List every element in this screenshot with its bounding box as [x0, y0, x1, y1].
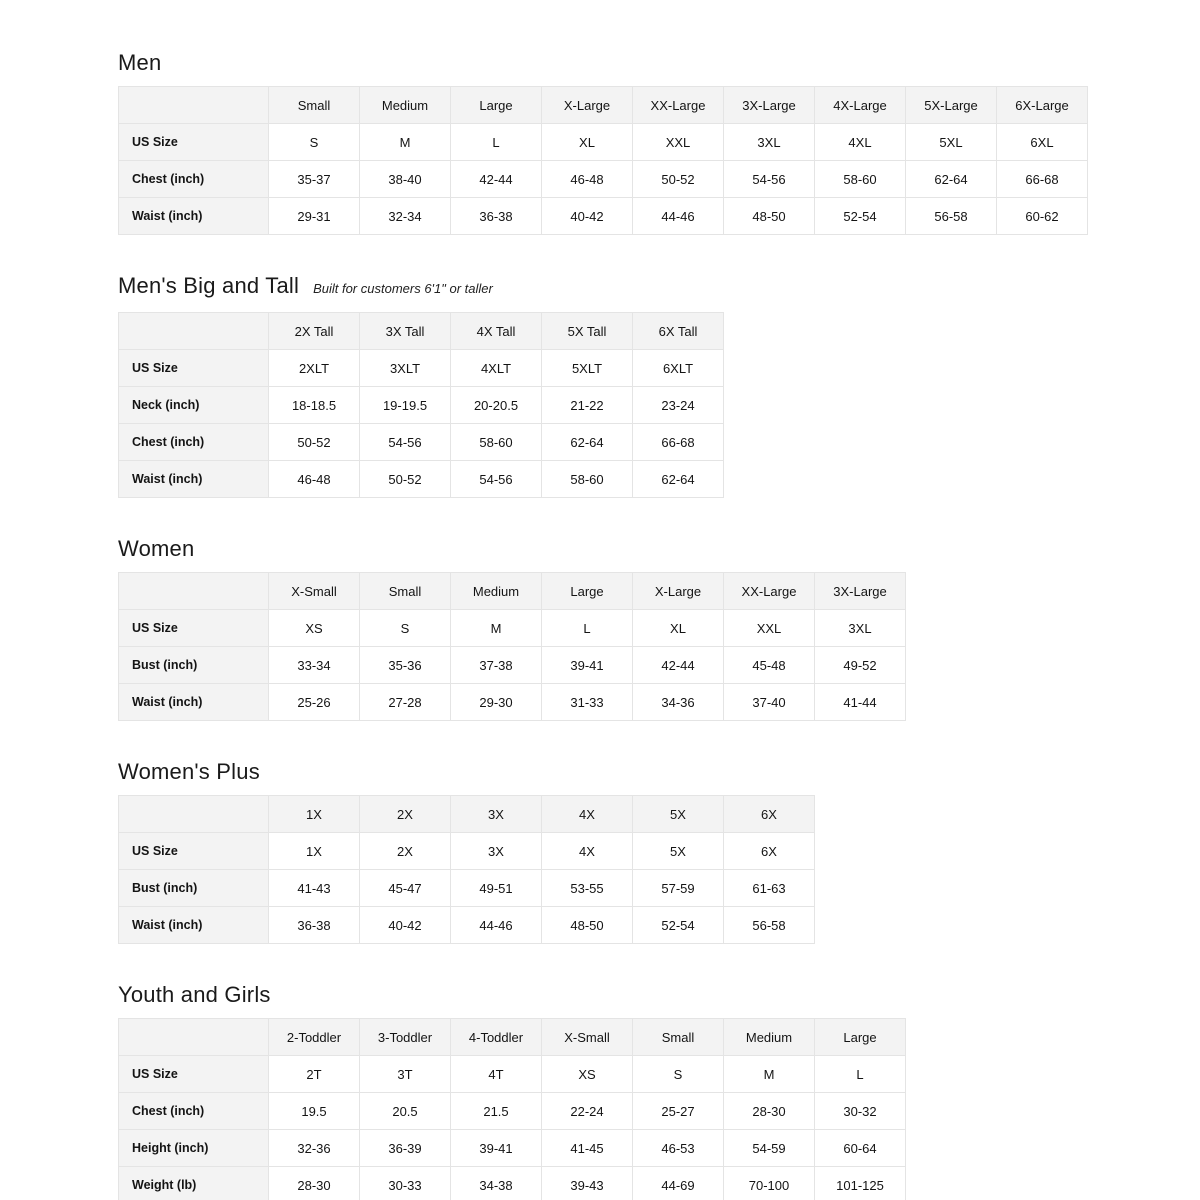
value-cell: 62-64 [906, 161, 997, 198]
size-section [118, 536, 1110, 721]
value-cell: 54-56 [451, 461, 542, 498]
value-cell: 2XLT [269, 350, 360, 387]
value-cell: XS [542, 1056, 633, 1093]
table-row [119, 161, 1088, 198]
value-cell: 38-40 [360, 161, 451, 198]
size-section [118, 50, 1110, 235]
table-body [119, 350, 724, 498]
table-header [119, 796, 815, 833]
value-cell: 42-44 [451, 161, 542, 198]
value-cell: 46-48 [542, 161, 633, 198]
table-row [119, 1167, 906, 1200]
row-label-cell: US Size [119, 833, 269, 870]
column-header-cell: 5X [633, 796, 724, 833]
row-label-cell: Bust (inch) [119, 870, 269, 907]
value-cell: 70-100 [724, 1167, 815, 1200]
table-row [119, 124, 1088, 161]
table-header [119, 1019, 906, 1056]
value-cell: 33-34 [269, 647, 360, 684]
value-cell: 101-125 [815, 1167, 906, 1200]
table-row [119, 1093, 906, 1130]
row-label-cell: Height (inch) [119, 1130, 269, 1167]
table-row [119, 350, 724, 387]
table-header [119, 87, 1088, 124]
table-row [119, 1056, 906, 1093]
value-cell: 48-50 [542, 907, 633, 944]
table-row [119, 610, 906, 647]
column-header-cell: Large [451, 87, 542, 124]
value-cell: 2T [269, 1056, 360, 1093]
section-title-text: Men [118, 50, 162, 75]
column-header-cell: Medium [724, 1019, 815, 1056]
value-cell: XL [633, 610, 724, 647]
value-cell: 3XLT [360, 350, 451, 387]
column-header-cell: Large [542, 573, 633, 610]
value-cell: 54-56 [724, 161, 815, 198]
size-section [118, 759, 1110, 944]
value-cell: 54-56 [360, 424, 451, 461]
value-cell: 32-34 [360, 198, 451, 235]
table-row [119, 198, 1088, 235]
value-cell: 34-38 [451, 1167, 542, 1200]
column-header-cell: 5X Tall [542, 313, 633, 350]
value-cell: 60-62 [997, 198, 1088, 235]
value-cell: 56-58 [906, 198, 997, 235]
column-header-cell: 3X Tall [360, 313, 451, 350]
size-table [118, 1018, 906, 1200]
value-cell: 44-46 [451, 907, 542, 944]
table-body [119, 124, 1088, 235]
table-row [119, 870, 815, 907]
value-cell: 52-54 [633, 907, 724, 944]
value-cell: 32-36 [269, 1130, 360, 1167]
value-cell: 36-39 [360, 1130, 451, 1167]
column-header-cell: Medium [360, 87, 451, 124]
table-row [119, 461, 724, 498]
value-cell: 41-44 [815, 684, 906, 721]
value-cell: 23-24 [633, 387, 724, 424]
value-cell: 27-28 [360, 684, 451, 721]
value-cell: 28-30 [269, 1167, 360, 1200]
value-cell: 20-20.5 [451, 387, 542, 424]
value-cell: 4T [451, 1056, 542, 1093]
column-header-cell: 4-Toddler [451, 1019, 542, 1056]
value-cell: 39-41 [451, 1130, 542, 1167]
row-label-cell: US Size [119, 610, 269, 647]
table-body [119, 833, 815, 944]
corner-cell [119, 313, 269, 350]
section-title [118, 536, 1110, 562]
corner-cell [119, 573, 269, 610]
value-cell: 61-63 [724, 870, 815, 907]
value-cell: 6XL [997, 124, 1088, 161]
column-header-cell: 3X-Large [815, 573, 906, 610]
column-header-cell: X-Small [269, 573, 360, 610]
value-cell: 34-36 [633, 684, 724, 721]
column-header-cell: 4X Tall [451, 313, 542, 350]
column-header-cell: Medium [451, 573, 542, 610]
value-cell: 25-26 [269, 684, 360, 721]
value-cell: 4XLT [451, 350, 542, 387]
column-header-cell: XX-Large [724, 573, 815, 610]
column-header-cell: X-Large [542, 87, 633, 124]
column-header-cell: 3X-Large [724, 87, 815, 124]
row-label-cell: Waist (inch) [119, 461, 269, 498]
table-row [119, 387, 724, 424]
value-cell: XXL [633, 124, 724, 161]
value-cell: 62-64 [542, 424, 633, 461]
header-row [119, 313, 724, 350]
value-cell: 19-19.5 [360, 387, 451, 424]
value-cell: 36-38 [451, 198, 542, 235]
section-subtitle: Built for customers 6'1" or taller [313, 281, 493, 296]
value-cell: 66-68 [997, 161, 1088, 198]
value-cell: 21.5 [451, 1093, 542, 1130]
header-row [119, 573, 906, 610]
row-label-cell: US Size [119, 124, 269, 161]
section-title-text: Men's Big and Tall [118, 273, 300, 298]
table-row [119, 907, 815, 944]
value-cell: 46-48 [269, 461, 360, 498]
row-label-cell: Neck (inch) [119, 387, 269, 424]
value-cell: 39-43 [542, 1167, 633, 1200]
row-label-cell: Chest (inch) [119, 424, 269, 461]
row-label-cell: Waist (inch) [119, 684, 269, 721]
value-cell: L [542, 610, 633, 647]
value-cell: 30-33 [360, 1167, 451, 1200]
value-cell: 21-22 [542, 387, 633, 424]
table-header [119, 573, 906, 610]
value-cell: 50-52 [633, 161, 724, 198]
header-row [119, 796, 815, 833]
row-label-cell: Chest (inch) [119, 1093, 269, 1130]
section-title [118, 273, 1110, 302]
value-cell: 6X [724, 833, 815, 870]
value-cell: 19.5 [269, 1093, 360, 1130]
row-label-cell: Waist (inch) [119, 907, 269, 944]
size-table [118, 312, 724, 498]
size-table [118, 86, 1088, 235]
value-cell: 4X [542, 833, 633, 870]
value-cell: 4XL [815, 124, 906, 161]
value-cell: 30-32 [815, 1093, 906, 1130]
value-cell: M [724, 1056, 815, 1093]
value-cell: 5X [633, 833, 724, 870]
value-cell: L [815, 1056, 906, 1093]
value-cell: 62-64 [633, 461, 724, 498]
value-cell: 58-60 [815, 161, 906, 198]
value-cell: 49-52 [815, 647, 906, 684]
value-cell: 44-46 [633, 198, 724, 235]
row-label-cell: US Size [119, 1056, 269, 1093]
value-cell: 5XLT [542, 350, 633, 387]
value-cell: 41-45 [542, 1130, 633, 1167]
header-row [119, 87, 1088, 124]
column-header-cell: 6X Tall [633, 313, 724, 350]
table-row [119, 833, 815, 870]
section-title [118, 982, 1110, 1008]
value-cell: 46-53 [633, 1130, 724, 1167]
table-body [119, 610, 906, 721]
section-title [118, 759, 1110, 785]
section-title [118, 50, 1110, 76]
size-section [118, 273, 1110, 498]
value-cell: XS [269, 610, 360, 647]
value-cell: 3T [360, 1056, 451, 1093]
table-header [119, 313, 724, 350]
value-cell: 37-40 [724, 684, 815, 721]
size-table [118, 795, 815, 944]
column-header-cell: Large [815, 1019, 906, 1056]
corner-cell [119, 87, 269, 124]
column-header-cell: 1X [269, 796, 360, 833]
column-header-cell: 2X Tall [269, 313, 360, 350]
row-label-cell: US Size [119, 350, 269, 387]
value-cell: 54-59 [724, 1130, 815, 1167]
value-cell: 57-59 [633, 870, 724, 907]
size-chart [118, 50, 1110, 1200]
value-cell: 20.5 [360, 1093, 451, 1130]
value-cell: 39-41 [542, 647, 633, 684]
column-header-cell: 4X-Large [815, 87, 906, 124]
value-cell: 45-48 [724, 647, 815, 684]
value-cell: 49-51 [451, 870, 542, 907]
section-title-text: Women's Plus [118, 759, 260, 784]
section-title-text: Women [118, 536, 195, 561]
column-header-cell: X-Small [542, 1019, 633, 1056]
value-cell: 36-38 [269, 907, 360, 944]
value-cell: 37-38 [451, 647, 542, 684]
value-cell: 41-43 [269, 870, 360, 907]
table-row [119, 684, 906, 721]
value-cell: 29-31 [269, 198, 360, 235]
value-cell: 29-30 [451, 684, 542, 721]
value-cell: 2X [360, 833, 451, 870]
value-cell: S [269, 124, 360, 161]
value-cell: XL [542, 124, 633, 161]
value-cell: 3X [451, 833, 542, 870]
column-header-cell: 2-Toddler [269, 1019, 360, 1056]
column-header-cell: 3-Toddler [360, 1019, 451, 1056]
size-section [118, 982, 1110, 1200]
size-table [118, 572, 906, 721]
value-cell: 3XL [724, 124, 815, 161]
value-cell: S [633, 1056, 724, 1093]
value-cell: 6XLT [633, 350, 724, 387]
value-cell: 1X [269, 833, 360, 870]
value-cell: 35-37 [269, 161, 360, 198]
column-header-cell: Small [360, 573, 451, 610]
column-header-cell: 6X-Large [997, 87, 1088, 124]
value-cell: 45-47 [360, 870, 451, 907]
corner-cell [119, 1019, 269, 1056]
column-header-cell: X-Large [633, 573, 724, 610]
value-cell: 60-64 [815, 1130, 906, 1167]
table-body [119, 1056, 906, 1200]
column-header-cell: 6X [724, 796, 815, 833]
value-cell: 53-55 [542, 870, 633, 907]
value-cell: 31-33 [542, 684, 633, 721]
value-cell: 52-54 [815, 198, 906, 235]
value-cell: 5XL [906, 124, 997, 161]
column-header-cell: 3X [451, 796, 542, 833]
value-cell: 25-27 [633, 1093, 724, 1130]
value-cell: 40-42 [360, 907, 451, 944]
value-cell: M [360, 124, 451, 161]
column-header-cell: 2X [360, 796, 451, 833]
value-cell: 42-44 [633, 647, 724, 684]
value-cell: 56-58 [724, 907, 815, 944]
value-cell: 28-30 [724, 1093, 815, 1130]
row-label-cell: Chest (inch) [119, 161, 269, 198]
row-label-cell: Weight (lb) [119, 1167, 269, 1200]
value-cell: 50-52 [360, 461, 451, 498]
value-cell: XXL [724, 610, 815, 647]
value-cell: 40-42 [542, 198, 633, 235]
row-label-cell: Waist (inch) [119, 198, 269, 235]
value-cell: 50-52 [269, 424, 360, 461]
header-row [119, 1019, 906, 1056]
column-header-cell: Small [269, 87, 360, 124]
table-row [119, 1130, 906, 1167]
section-title-text: Youth and Girls [118, 982, 271, 1007]
table-row [119, 424, 724, 461]
value-cell: L [451, 124, 542, 161]
column-header-cell: XX-Large [633, 87, 724, 124]
table-row [119, 647, 906, 684]
column-header-cell: 5X-Large [906, 87, 997, 124]
value-cell: 44-69 [633, 1167, 724, 1200]
value-cell: 58-60 [542, 461, 633, 498]
column-header-cell: 4X [542, 796, 633, 833]
column-header-cell: Small [633, 1019, 724, 1056]
value-cell: 48-50 [724, 198, 815, 235]
value-cell: S [360, 610, 451, 647]
value-cell: 66-68 [633, 424, 724, 461]
value-cell: 3XL [815, 610, 906, 647]
value-cell: 35-36 [360, 647, 451, 684]
value-cell: 22-24 [542, 1093, 633, 1130]
value-cell: 58-60 [451, 424, 542, 461]
value-cell: M [451, 610, 542, 647]
corner-cell [119, 796, 269, 833]
value-cell: 18-18.5 [269, 387, 360, 424]
row-label-cell: Bust (inch) [119, 647, 269, 684]
